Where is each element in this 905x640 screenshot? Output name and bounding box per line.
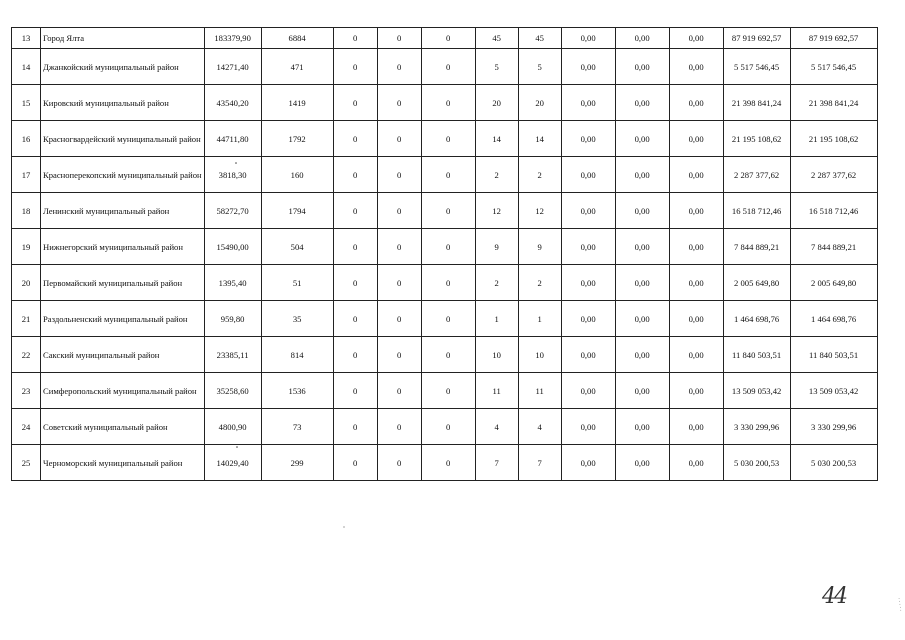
row-number-cell: 19 — [12, 229, 41, 265]
value-cell-c6: 10 — [475, 337, 518, 373]
value-cell-c4: 0 — [377, 409, 421, 445]
row-number-cell: 13 — [12, 28, 41, 49]
value-cell-c1: 43540,20 — [204, 85, 261, 121]
value-cell-c3: 0 — [333, 445, 377, 481]
value-cell-c11: 21 398 841,24 — [723, 85, 790, 121]
value-cell-c5: 0 — [421, 229, 475, 265]
value-cell-c3: 0 — [333, 301, 377, 337]
value-cell-c5: 0 — [421, 337, 475, 373]
value-cell-c4: 0 — [377, 157, 421, 193]
value-cell-c8: 0,00 — [561, 49, 615, 85]
value-cell-c7: 5 — [518, 49, 561, 85]
municipality-name-cell: Нижнегорский муниципальный район — [41, 229, 205, 265]
value-cell-c3: 0 — [333, 229, 377, 265]
value-cell-c9: 0,00 — [615, 193, 669, 229]
value-cell-c11: 5 517 546,45 — [723, 49, 790, 85]
value-cell-c1: 14271,40 — [204, 49, 261, 85]
value-cell-c11: 3 330 299,96 — [723, 409, 790, 445]
value-cell-c3: 0 — [333, 49, 377, 85]
value-cell-c3: 0 — [333, 85, 377, 121]
value-cell-c11: 13 509 053,42 — [723, 373, 790, 409]
value-cell-c10: 0,00 — [669, 193, 723, 229]
value-cell-c4: 0 — [377, 301, 421, 337]
value-cell-c9: 0,00 — [615, 337, 669, 373]
value-cell-c5: 0 — [421, 157, 475, 193]
row-number-cell: 24 — [12, 409, 41, 445]
value-cell-c10: 0,00 — [669, 229, 723, 265]
value-cell-c3: 0 — [333, 373, 377, 409]
value-cell-c11: 1 464 698,76 — [723, 301, 790, 337]
value-cell-c12: 2 005 649,80 — [790, 265, 877, 301]
value-cell-c7: 4 — [518, 409, 561, 445]
value-cell-c4: 0 — [377, 265, 421, 301]
value-cell-c7: 14 — [518, 121, 561, 157]
value-cell-c10: 0,00 — [669, 85, 723, 121]
value-cell-c3: 0 — [333, 337, 377, 373]
value-cell-c9: 0,00 — [615, 229, 669, 265]
value-cell-c7: 20 — [518, 85, 561, 121]
value-cell-c1: 35258,60 — [204, 373, 261, 409]
value-cell-c4: 0 — [377, 445, 421, 481]
row-number-cell: 25 — [12, 445, 41, 481]
value-cell-c9: 0,00 — [615, 28, 669, 49]
value-cell-c10: 0,00 — [669, 409, 723, 445]
value-cell-c9: 0,00 — [615, 121, 669, 157]
value-cell-c1: 15490,00 — [204, 229, 261, 265]
value-cell-c8: 0,00 — [561, 373, 615, 409]
value-cell-c7: 7 — [518, 445, 561, 481]
value-cell-c11: 11 840 503,51 — [723, 337, 790, 373]
value-cell-c11: 7 844 889,21 — [723, 229, 790, 265]
value-cell-c7: 11 — [518, 373, 561, 409]
value-cell-c2: 471 — [261, 49, 333, 85]
value-cell-c12: 5 030 200,53 — [790, 445, 877, 481]
value-cell-c3: 0 — [333, 265, 377, 301]
value-cell-c3: 0 — [333, 193, 377, 229]
value-cell-c2: 504 — [261, 229, 333, 265]
value-cell-c1: 23385,11 — [204, 337, 261, 373]
value-cell-c2: 1792 — [261, 121, 333, 157]
value-cell-c5: 0 — [421, 301, 475, 337]
value-cell-c6: 1 — [475, 301, 518, 337]
value-cell-c4: 0 — [377, 121, 421, 157]
value-cell-c12: 7 844 889,21 — [790, 229, 877, 265]
municipality-name-cell: Красногвардейский муниципальный район — [41, 121, 205, 157]
value-cell-c6: 7 — [475, 445, 518, 481]
value-cell-c11: 2 287 377,62 — [723, 157, 790, 193]
value-cell-c5: 0 — [421, 445, 475, 481]
municipality-name-cell: Красноперекопский муниципальный район — [41, 157, 205, 193]
row-number-cell: 23 — [12, 373, 41, 409]
value-cell-c9: 0,00 — [615, 409, 669, 445]
value-cell-c6: 45 — [475, 28, 518, 49]
value-cell-c5: 0 — [421, 85, 475, 121]
value-cell-c2: 1794 — [261, 193, 333, 229]
value-cell-c7: 1 — [518, 301, 561, 337]
value-cell-c6: 4 — [475, 409, 518, 445]
value-cell-c2: 160 — [261, 157, 333, 193]
value-cell-c11: 21 195 108,62 — [723, 121, 790, 157]
row-number-cell: 14 — [12, 49, 41, 85]
row-number-cell: 18 — [12, 193, 41, 229]
value-cell-c10: 0,00 — [669, 373, 723, 409]
value-cell-c1: 183379,90 — [204, 28, 261, 49]
value-cell-c9: 0,00 — [615, 49, 669, 85]
value-cell-c8: 0,00 — [561, 301, 615, 337]
value-cell-c8: 0,00 — [561, 445, 615, 481]
value-cell-c12: 2 287 377,62 — [790, 157, 877, 193]
municipality-name-cell: Советский муниципальный район — [41, 409, 205, 445]
municipality-name-cell: Черноморский муниципальный район — [41, 445, 205, 481]
municipality-name-cell: Раздольненский муниципальный район — [41, 301, 205, 337]
municipality-name-cell: Симферопольский муниципальный район — [41, 373, 205, 409]
value-cell-c3: 0 — [333, 409, 377, 445]
value-cell-c11: 16 518 712,46 — [723, 193, 790, 229]
value-cell-c2: 299 — [261, 445, 333, 481]
value-cell-c5: 0 — [421, 409, 475, 445]
value-cell-c7: 2 — [518, 265, 561, 301]
value-cell-c12: 87 919 692,57 — [790, 28, 877, 49]
value-cell-c2: 51 — [261, 265, 333, 301]
value-cell-c9: 0,00 — [615, 265, 669, 301]
value-cell-c10: 0,00 — [669, 445, 723, 481]
value-cell-c2: 1536 — [261, 373, 333, 409]
value-cell-c12: 13 509 053,42 — [790, 373, 877, 409]
value-cell-c7: 10 — [518, 337, 561, 373]
municipality-name-cell: Первомайский муниципальный район — [41, 265, 205, 301]
value-cell-c5: 0 — [421, 265, 475, 301]
value-cell-c5: 0 — [421, 121, 475, 157]
value-cell-c4: 0 — [377, 28, 421, 49]
value-cell-c4: 0 — [377, 373, 421, 409]
value-cell-c10: 0,00 — [669, 28, 723, 49]
value-cell-c6: 11 — [475, 373, 518, 409]
value-cell-c1: 959,80 — [204, 301, 261, 337]
value-cell-c8: 0,00 — [561, 28, 615, 49]
value-cell-c6: 2 — [475, 265, 518, 301]
value-cell-c4: 0 — [377, 49, 421, 85]
value-cell-c4: 0 — [377, 85, 421, 121]
value-cell-c3: 0 — [333, 157, 377, 193]
value-cell-c3: 0 — [333, 121, 377, 157]
municipality-name-cell: Сакский муниципальный район — [41, 337, 205, 373]
value-cell-c8: 0,00 — [561, 229, 615, 265]
value-cell-c9: 0,00 — [615, 157, 669, 193]
value-cell-c10: 0,00 — [669, 49, 723, 85]
value-cell-c12: 5 517 546,45 — [790, 49, 877, 85]
value-cell-c3: 0 — [333, 28, 377, 49]
value-cell-c4: 0 — [377, 229, 421, 265]
value-cell-c4: 0 — [377, 337, 421, 373]
municipality-name-cell: Ленинский муниципальный район — [41, 193, 205, 229]
value-cell-c10: 0,00 — [669, 157, 723, 193]
value-cell-c8: 0,00 — [561, 157, 615, 193]
value-cell-c6: 5 — [475, 49, 518, 85]
value-cell-c10: 0,00 — [669, 265, 723, 301]
row-number-cell: 20 — [12, 265, 41, 301]
value-cell-c6: 9 — [475, 229, 518, 265]
value-cell-c6: 2 — [475, 157, 518, 193]
value-cell-c2: 814 — [261, 337, 333, 373]
value-cell-c5: 0 — [421, 373, 475, 409]
value-cell-c8: 0,00 — [561, 337, 615, 373]
value-cell-c8: 0,00 — [561, 193, 615, 229]
value-cell-c12: 1 464 698,76 — [790, 301, 877, 337]
value-cell-c2: 1419 — [261, 85, 333, 121]
value-cell-c9: 0,00 — [615, 301, 669, 337]
row-number-cell: 15 — [12, 85, 41, 121]
value-cell-c12: 21 398 841,24 — [790, 85, 877, 121]
value-cell-c12: 21 195 108,62 — [790, 121, 877, 157]
value-cell-c10: 0,00 — [669, 301, 723, 337]
page-number: 44 — [822, 584, 846, 609]
value-cell-c6: 20 — [475, 85, 518, 121]
row-number-cell: 17 — [12, 157, 41, 193]
value-cell-c7: 2 — [518, 157, 561, 193]
value-cell-c1: 1395,40 — [204, 265, 261, 301]
value-cell-c5: 0 — [421, 193, 475, 229]
value-cell-c10: 0,00 — [669, 121, 723, 157]
value-cell-c9: 0,00 — [615, 445, 669, 481]
row-number-cell: 21 — [12, 301, 41, 337]
value-cell-c6: 14 — [475, 121, 518, 157]
value-cell-c7: 9 — [518, 229, 561, 265]
row-number-cell: 22 — [12, 337, 41, 373]
value-cell-c5: 0 — [421, 49, 475, 85]
value-cell-c7: 45 — [518, 28, 561, 49]
row-number-cell: 16 — [12, 121, 41, 157]
value-cell-c2: 35 — [261, 301, 333, 337]
value-cell-c9: 0,00 — [615, 373, 669, 409]
value-cell-c8: 0,00 — [561, 409, 615, 445]
value-cell-c8: 0,00 — [561, 121, 615, 157]
value-cell-c1: 3818,30 — [204, 157, 261, 193]
value-cell-c11: 2 005 649,80 — [723, 265, 790, 301]
value-cell-c12: 16 518 712,46 — [790, 193, 877, 229]
municipality-name-cell: Город Ялта — [41, 28, 205, 49]
municipality-name-cell: Джанкойский муниципальный район — [41, 49, 205, 85]
value-cell-c2: 73 — [261, 409, 333, 445]
value-cell-c1: 44711,80 — [204, 121, 261, 157]
value-cell-c7: 12 — [518, 193, 561, 229]
value-cell-c11: 5 030 200,53 — [723, 445, 790, 481]
value-cell-c9: 0,00 — [615, 85, 669, 121]
value-cell-c8: 0,00 — [561, 85, 615, 121]
value-cell-c10: 0,00 — [669, 337, 723, 373]
value-cell-c11: 87 919 692,57 — [723, 28, 790, 49]
value-cell-c1: 58272,70 — [204, 193, 261, 229]
value-cell-c8: 0,00 — [561, 265, 615, 301]
value-cell-c12: 11 840 503,51 — [790, 337, 877, 373]
value-cell-c5: 0 — [421, 28, 475, 49]
value-cell-c2: 6884 — [261, 28, 333, 49]
value-cell-c1: 4800,90 — [204, 409, 261, 445]
value-cell-c12: 3 330 299,96 — [790, 409, 877, 445]
value-cell-c6: 12 — [475, 193, 518, 229]
value-cell-c1: 14029,40 — [204, 445, 261, 481]
value-cell-c4: 0 — [377, 193, 421, 229]
municipality-name-cell: Кировский муниципальный район — [41, 85, 205, 121]
